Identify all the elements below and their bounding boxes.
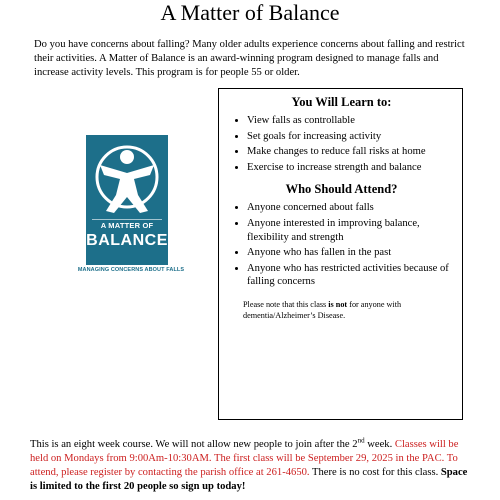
logo-tagline: MANAGING CONCERNS ABOUT FALLS	[77, 267, 185, 273]
dementia-note	[243, 299, 452, 321]
intro-paragraph: Do you have concerns about falling? Many older adults experience concerns about falling and restrict their activities. A Matter of Balance is an award-winning program designed to manage falls and increase activity levels. This program is for people 55 or older.	[34, 39, 465, 78]
note-text: Please note that this class	[243, 299, 329, 309]
list-item: • Anyone concerned about falls	[247, 201, 452, 215]
list-item: • View falls as controllable	[247, 114, 452, 128]
info-box	[218, 88, 463, 420]
list-item: • Anyone interested in improving balance, flexibility and strength	[247, 217, 452, 244]
note-emphasis: is not	[328, 299, 348, 309]
learn-list	[231, 114, 452, 174]
ordinal-suffix: nd	[357, 436, 365, 445]
page-title: A Matter of Balance	[160, 0, 340, 25]
footer-text: There is no cost for this class.	[309, 467, 441, 478]
program-logo	[66, 135, 196, 273]
list-item: • Exercise to increase strength and balance	[247, 161, 452, 175]
note-text: for anyone with dementia/Alzheimer’s Disease.	[243, 299, 402, 320]
signup-callout: Space is limited to the first 20 people so sign up today!	[30, 467, 468, 492]
course-details	[30, 438, 475, 494]
list-item: • Make changes to reduce fall risks at home	[247, 145, 452, 159]
list-item: • Anyone who has restricted activities because of falling concerns	[247, 262, 452, 289]
list-item: • Anyone who has fallen in the past	[247, 246, 452, 260]
logo-line-2: BALANCE	[86, 232, 168, 249]
footer-text: This is an eight week course. We will not allow new people to join after the 2	[30, 439, 358, 450]
learn-heading: You Will Learn to:	[291, 95, 392, 109]
attend-list	[231, 201, 452, 289]
list-item: • Set goals for increasing activity	[247, 130, 452, 144]
footer-text: week.	[364, 439, 395, 450]
attend-heading: Who Should Attend?	[285, 182, 398, 197]
logo-line-1: A MATTER OF	[100, 221, 154, 230]
schedule-text: Classes will be held on Mondays from 9:00Am-10:30AM. The first class will be September 29, 2025 in the PAC. To attend, please register by contacting the parish office at 261-4650.	[30, 439, 459, 478]
